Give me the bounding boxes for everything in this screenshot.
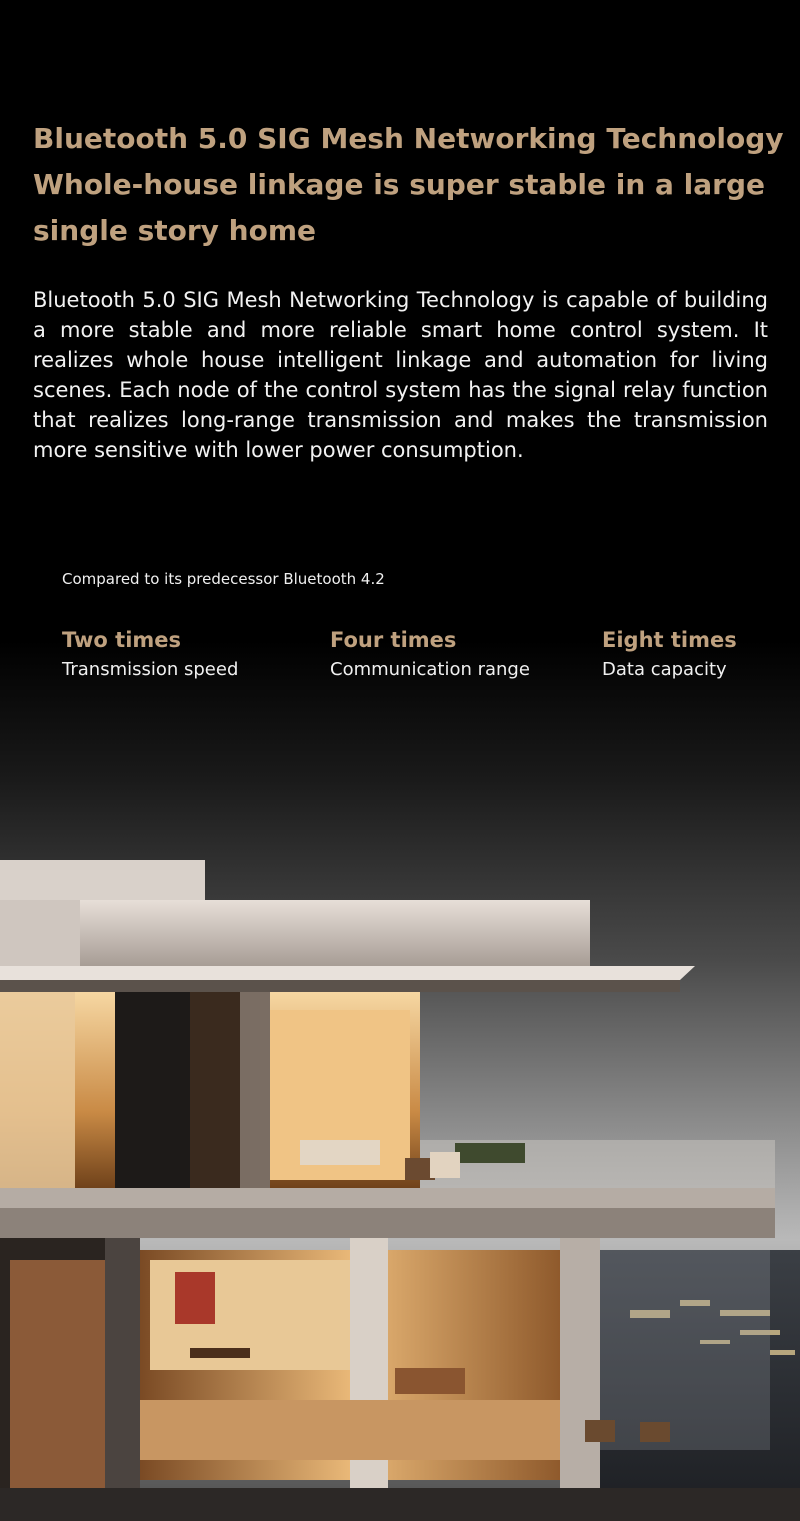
stat-value: Eight times (602, 628, 737, 652)
roof-parapet (0, 860, 205, 900)
headline-line-1: Bluetooth 5.0 SIG Mesh Networking Technology (33, 122, 784, 155)
upper-slab-shadow (0, 980, 680, 992)
middle-slab (0, 1188, 775, 1208)
balcony-chair-2 (640, 1422, 670, 1442)
bottom-slab (0, 1488, 800, 1521)
lower-sofa (395, 1368, 465, 1394)
terrace-chair-2 (430, 1152, 460, 1178)
upper-sofa (300, 1140, 380, 1165)
headline-line-3: single story home (33, 214, 317, 247)
lower-column-center (350, 1238, 388, 1521)
stat-value: Four times (330, 628, 457, 652)
roof-slab-left (0, 900, 80, 966)
upper-dark-panel (190, 992, 240, 1192)
balcony-glass (600, 1250, 770, 1450)
stat-caption: Transmission speed (62, 659, 239, 680)
comparison-stats (0, 624, 800, 704)
upper-slab-edge (0, 966, 695, 980)
roof-slab (80, 900, 590, 966)
lower-painting (175, 1272, 215, 1324)
description-paragraph: Bluetooth 5.0 SIG Mesh Networking Technology is capable of building a more stable and more reliable smart home control system. It realizes whole house intelligent linkage and automation for living scenes. Each node of the control system has the signal relay function that realizes long-range transmission and makes the transmission more sensitive with lower power consumption. (33, 288, 768, 462)
stat-communication-range (330, 624, 530, 684)
lower-dining-table (190, 1348, 250, 1358)
upper-window-frame (240, 992, 270, 1192)
stat-caption: Data capacity (602, 659, 727, 680)
lower-floor (140, 1400, 560, 1460)
stat-transmission-speed (62, 624, 238, 684)
terrace-plants (455, 1143, 525, 1163)
comparison-label: Compared to its predecessor Bluetooth 4.2 (62, 570, 385, 588)
house-illustration (0, 840, 800, 1521)
stat-value: Two times (62, 628, 182, 652)
upper-left-curtains (0, 992, 75, 1192)
lower-column-left (105, 1238, 140, 1521)
headline-line-2: Whole-house linkage is super stable in a large (33, 168, 765, 201)
balcony-chair-1 (585, 1420, 615, 1442)
middle-slab-underside (0, 1208, 775, 1238)
lower-column-right (560, 1238, 600, 1521)
headline (33, 116, 783, 254)
stat-data-capacity (602, 624, 737, 684)
stat-caption: Communication range (330, 659, 530, 680)
lower-left-room (10, 1260, 105, 1500)
upper-column (115, 992, 190, 1192)
